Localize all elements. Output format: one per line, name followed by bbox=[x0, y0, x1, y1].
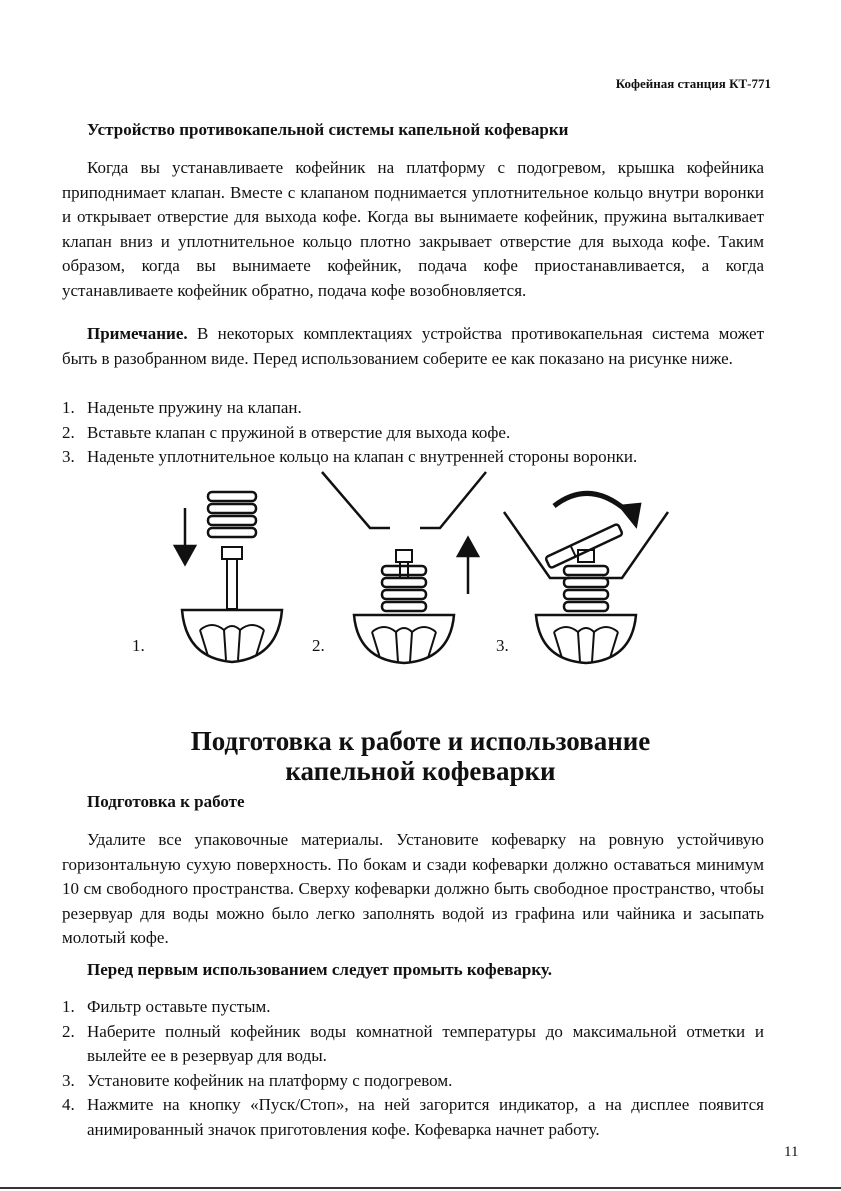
figure-label-1: 1. bbox=[132, 636, 145, 655]
up-arrow-head bbox=[458, 538, 478, 556]
step-number: 1. bbox=[62, 398, 75, 417]
funnel-wall-left bbox=[322, 472, 390, 528]
step-text: Вставьте клапан с пружиной в отверстие для выхода кофе. bbox=[87, 422, 511, 442]
note-paragraph bbox=[62, 322, 764, 371]
valve-icon bbox=[222, 547, 242, 609]
funnel-bowl-2 bbox=[354, 615, 454, 663]
antidrip-description: Когда вы устанавливаете кофейник на платформу с подогревом, крышка кофейника приподнимает клапан. Вместе с клапаном поднимается уплотнительное кольцо внутри воронки и открывает отверстие для выхода кофе. Когда вы вынимаете кофейник, пружина выталкивает клапан вниз и уплотнительное кольцо плотно закрывает отверстие для выхода кофе. Таким образом, когда вы вынимаете кофейник, подача кофе приостанавливается, а когда устанавливаете кофейник обратно, подача кофе возобновляется. bbox=[62, 158, 764, 300]
page-number: 11 bbox=[784, 1144, 799, 1160]
note-text: В некоторых комплектациях устройства противокапельная система может быть в разобранном виде. Перед использованием соберите ее как показано на рисунке ниже. bbox=[62, 324, 764, 368]
funnel-wall-right bbox=[420, 472, 486, 528]
assembly-illustration bbox=[100, 470, 740, 670]
main-title-line2: капельной кофеварки bbox=[285, 756, 556, 786]
spring-icon bbox=[382, 566, 426, 611]
curved-arrow-icon bbox=[554, 493, 628, 512]
step1-drawing bbox=[175, 492, 282, 662]
step-text: Наденьте уплотнительное кольцо на клапан с внутренней стороны воронки. bbox=[87, 447, 638, 466]
list-item bbox=[62, 995, 764, 1020]
spring-icon bbox=[564, 566, 608, 611]
down-arrow-head bbox=[175, 546, 195, 564]
step-text: Наденьте пружину на клапан. bbox=[87, 398, 302, 417]
funnel-bowl-1 bbox=[182, 610, 282, 662]
step-number: 2. bbox=[62, 422, 75, 442]
subtitle-first-use: Перед первым использованием следует промыть кофеварку. bbox=[87, 960, 552, 979]
spring-icon bbox=[208, 492, 256, 537]
figure-label-3: 3. bbox=[496, 636, 509, 655]
list-item bbox=[62, 396, 764, 421]
step-text: Нажмите на кнопку «Пуск/Стоп», на ней загорится индикатор, а на дисплее появится анимированный значок приготовления кофе. Кофеварка начнет работу. bbox=[87, 1095, 764, 1139]
step-number: 3. bbox=[62, 1070, 75, 1090]
bottom-divider bbox=[0, 1187, 841, 1189]
list-item bbox=[62, 1093, 764, 1142]
assembly-steps bbox=[62, 396, 764, 470]
list-item bbox=[62, 445, 764, 470]
preparation-paragraph: Удалите все упаковочные материалы. Установите кофеварку на ровную устойчивую горизонтальную сухую поверхность. По бокам и сзади кофеварки должно оставаться минимум 10 см свободного пространства. Сверху кофеварки должно быть свободное пространство, чтобы резервуар для воды можно было легко заполнять водой из графина или чайника и засыпать молотый кофе. bbox=[62, 830, 764, 947]
funnel-bowl-3 bbox=[536, 615, 636, 663]
list-item bbox=[62, 1020, 764, 1069]
step2-drawing bbox=[322, 472, 486, 663]
step-text: Установите кофейник на платформу с подогревом. bbox=[87, 1070, 453, 1090]
step-number: 3. bbox=[62, 447, 75, 466]
assembly-diagram bbox=[100, 470, 740, 670]
running-header: Кофейная станция КТ-771 bbox=[615, 76, 771, 91]
note-label: Примечание. bbox=[87, 324, 188, 343]
step-text: Фильтр оставьте пустым. bbox=[87, 997, 271, 1016]
step-number: 1. bbox=[62, 997, 75, 1016]
list-item bbox=[62, 421, 764, 446]
main-section-title bbox=[0, 726, 841, 786]
first-use-steps bbox=[62, 995, 764, 1142]
main-title-line1: Подготовка к работе и использование bbox=[190, 726, 651, 756]
curved-arrow-head bbox=[620, 504, 640, 526]
list-item bbox=[62, 1069, 764, 1094]
subtitle-preparation: Подготовка к работе bbox=[87, 792, 245, 811]
funnel-wall-left-3 bbox=[504, 512, 570, 578]
step3-drawing bbox=[504, 493, 668, 663]
figure-label-2: 2. bbox=[312, 636, 325, 655]
step-number: 4. bbox=[62, 1095, 75, 1114]
step-text: Наберите полный кофейник воды комнатной температуры до максимальной отметки и вылейте ее в резервуар для воды. bbox=[87, 1021, 764, 1065]
section-title-antidrip: Устройство противокапельной системы капельной кофеварки bbox=[87, 120, 569, 139]
step-number: 2. bbox=[62, 1021, 75, 1041]
